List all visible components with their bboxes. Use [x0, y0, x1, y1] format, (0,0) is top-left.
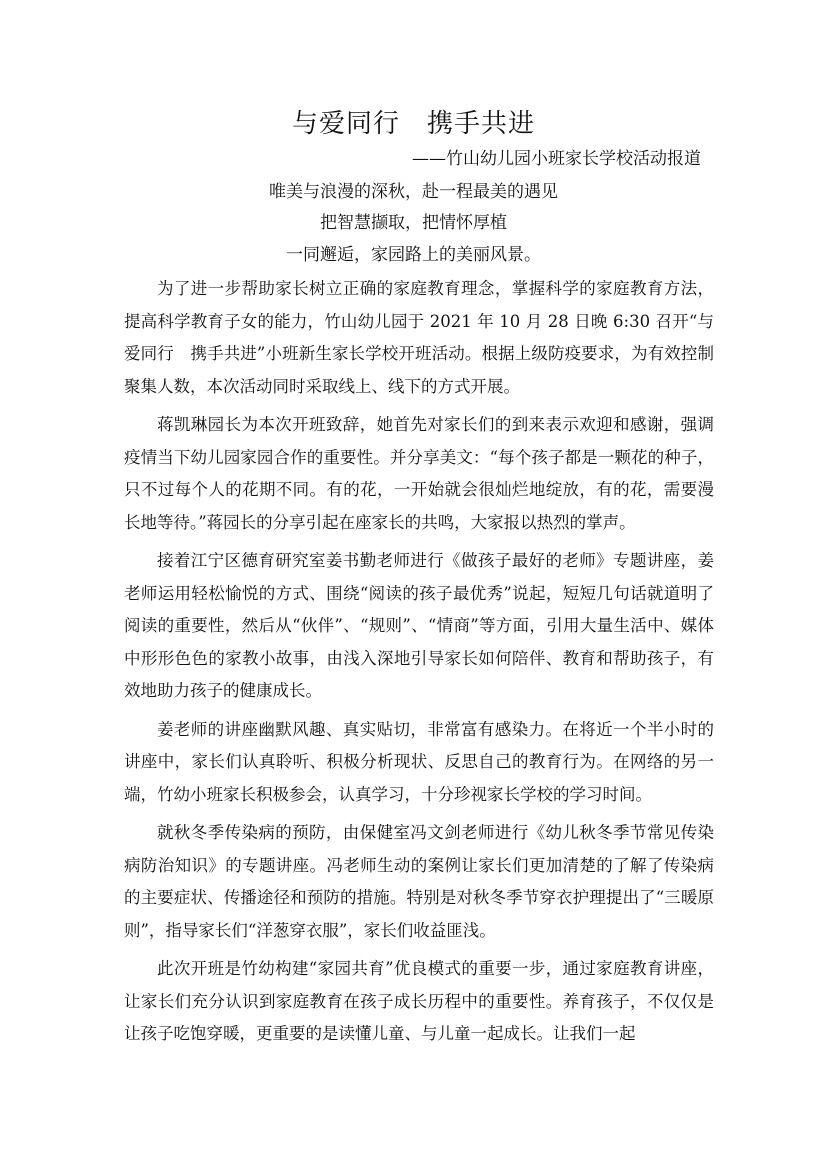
body-paragraph: 接着江宁区德育研究室姜书勤老师进行《做孩子最好的老师》专题讲座，姜老师运用轻松愉悦的方式、围绕“阅读的孩子最优秀”说起，短短几句话就道明了阅读的重要性，然后从“伙伴”、“规则”、“情商”等方面，引用大量生活中、媒体中形形色色的家教小故事，由浅入深地引导家长如何陪伴、教育和帮助孩子，有效地助力孩子的健康成长。 — [124, 551, 714, 700]
body-paragraph: 蒋凯琳园长为本次开班致辞，她首先对家长们的到来表示欢迎和感谢，强调疫情当下幼儿园家园合作的重要性。并分享美文：“每个孩子都是一颗花的种子，只不过每个人的花期不同。有的花，一开始就会很灿烂地绽放，有的花，需要漫长地等待。”蒋园长的分享引起在座家长的共鸣，大家报以热烈的掌声。 — [124, 415, 714, 532]
poem-line: 把智慧撷取，把情怀厚植 — [320, 213, 507, 233]
body-paragraph: 就秋冬季传染病的预防，由保健室冯文剑老师进行《幼儿秋冬季节常见传染病防治知识》的专题讲座。冯老师生动的案例让家长们更加清楚的了解了传染病的主要症状、传播途径和预防的措施。特别是对秋冬季节穿衣护理提出了“三暖原则”，指导家长们“洋葱穿衣服”，家长们收益匪浅。 — [124, 823, 714, 940]
article-subtitle: ——竹山幼儿园小班家长学校活动报道 — [412, 149, 701, 169]
body-paragraph: 此次开班是竹幼构建“家园共育”优良模式的重要一步，通过家庭教育讲座，让家长们充分认识到家庭教育在孩子成长历程中的重要性。养育孩子，不仅仅是让孩子吃饱穿暖，更重要的是读懂儿童、与儿童一起成长。让我们一起 — [124, 959, 714, 1043]
article-title: 与爱同行 携手共进 — [291, 109, 535, 139]
article-body — [124, 273, 714, 1057]
poem-line: 唯美与浪漫的深秋，赴一程最美的遇见 — [269, 182, 558, 202]
body-paragraph: 为了进一步帮助家长树立正确的家庭教育理念，掌握科学的家庭教育方法，提高科学教育子女的能力，竹山幼儿园于 2021 年 10 月 28 日晚 6:30 召开“与爱同行 携手共进”小班新生家长学校开班活动。根据上级防疫要求，为有效控制聚集人数，本次活动同时采取线上、线下的方式开展。 — [124, 279, 714, 396]
poem-line: 一同邂逅，家园路上的美丽风景。 — [286, 245, 541, 265]
body-paragraph: 姜老师的讲座幽默风趣、真实贴切，非常富有感染力。在将近一个半小时的讲座中，家长们认真聆听、积极分析现状、反思自己的教育行为。在网络的另一端，竹幼小班家长积极参会，认真学习，十分珍视家长学校的学习时间。 — [124, 719, 714, 804]
